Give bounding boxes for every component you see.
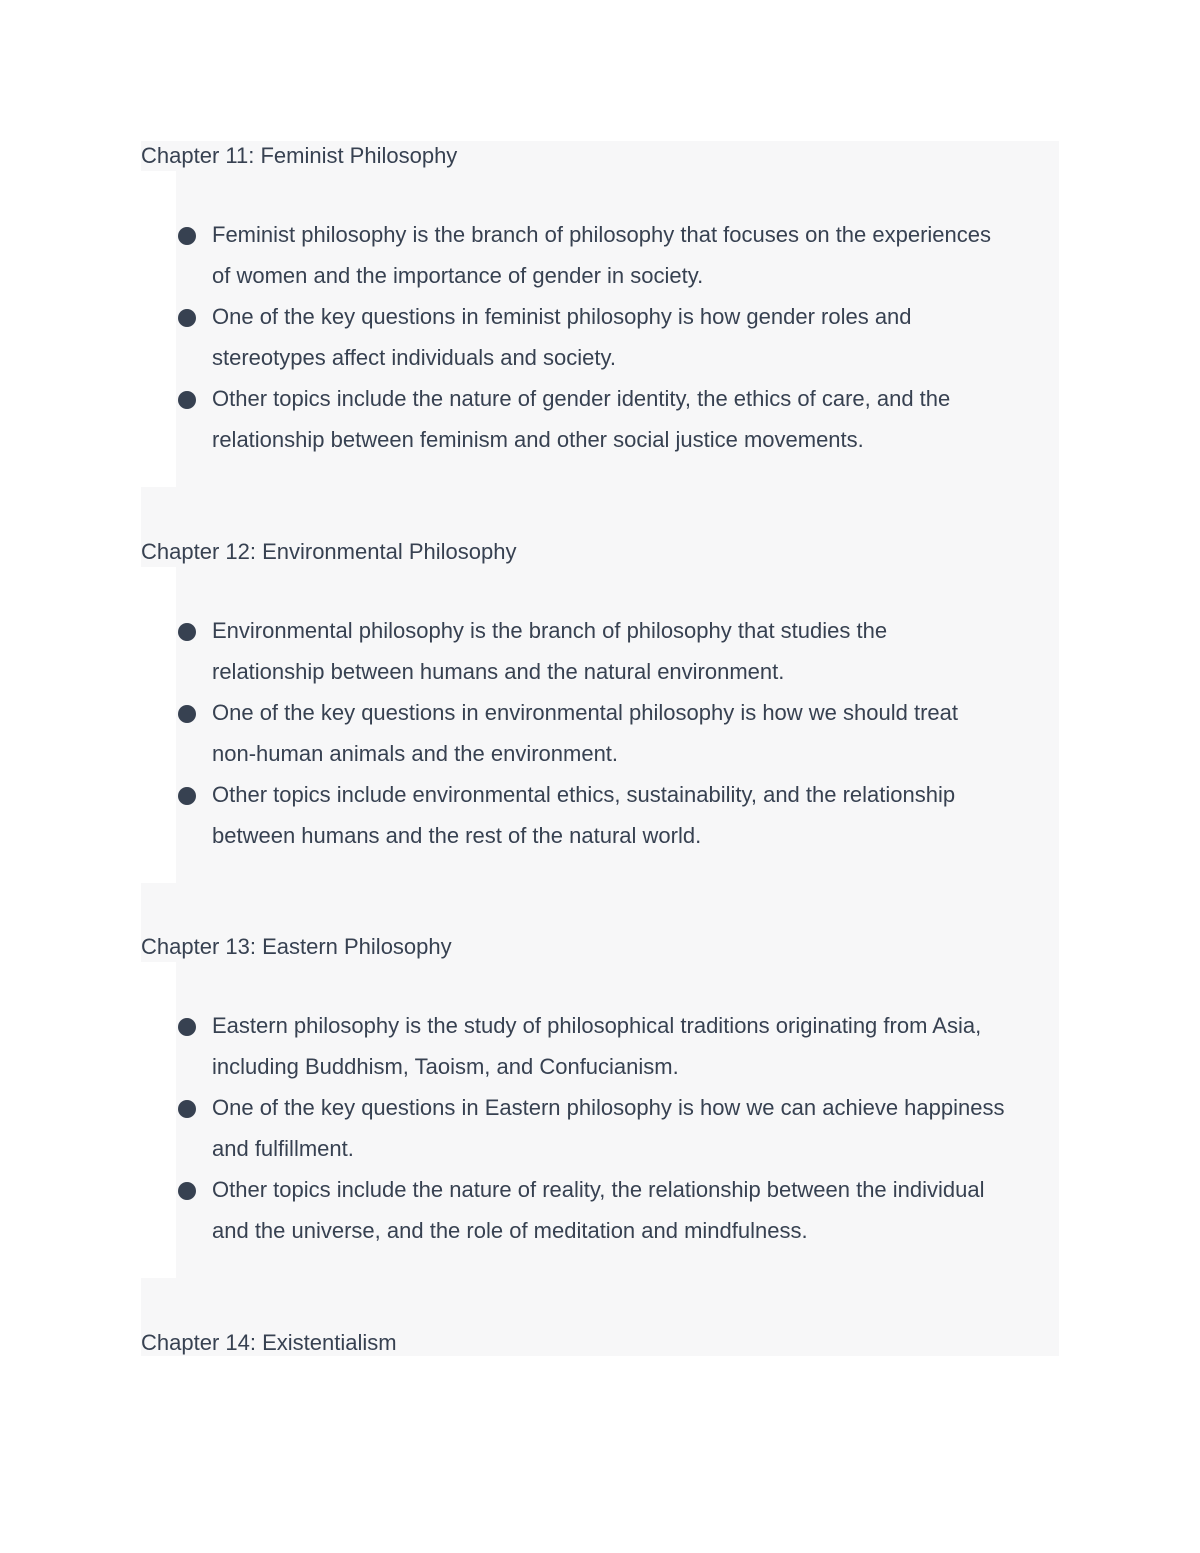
list-item bbox=[141, 293, 1059, 382]
bullet-text-line: One of the key questions in Eastern philosophy is how we can achieve happiness bbox=[212, 1095, 1005, 1120]
bullet-dot-icon bbox=[178, 309, 196, 327]
bullet-text-line: One of the key questions in environmental philosophy is how we should treat bbox=[212, 700, 958, 725]
bullet-text-line: stereotypes affect individuals and society. bbox=[212, 345, 616, 370]
bullet-text-line: relationship between humans and the natural environment. bbox=[212, 659, 785, 684]
list-item bbox=[141, 1166, 1059, 1255]
bullet-list bbox=[141, 211, 1059, 464]
bullet-text-line: Other topics include the nature of gender identity, the ethics of care, and the bbox=[212, 386, 951, 411]
chapter-section bbox=[141, 537, 1059, 860]
list-item bbox=[141, 1084, 1059, 1173]
chapter-heading: Chapter 11: Feminist Philosophy bbox=[141, 143, 458, 168]
bullet-text-line: and the universe, and the role of meditation and mindfulness. bbox=[212, 1218, 808, 1243]
list-item bbox=[141, 607, 1059, 696]
bullet-text-line: non-human animals and the environment. bbox=[212, 741, 619, 766]
bullet-text-line: Feminist philosophy is the branch of philosophy that focuses on the experiences bbox=[212, 222, 992, 247]
chapter-heading: Chapter 14: Existentialism bbox=[141, 1330, 397, 1355]
list-item bbox=[141, 1002, 1059, 1091]
bullet-dot-icon bbox=[178, 1182, 196, 1200]
bullet-text-line: between humans and the rest of the natural world. bbox=[212, 823, 702, 848]
list-item bbox=[141, 375, 1059, 464]
bullet-text-line: Other topics include environmental ethics, sustainability, and the relationship bbox=[212, 782, 956, 807]
bullet-dot-icon bbox=[178, 787, 196, 805]
bullet-text-line: Other topics include the nature of reality, the relationship between the individual bbox=[212, 1177, 985, 1202]
bullet-text-line: and fulfillment. bbox=[212, 1136, 354, 1161]
chapter-section bbox=[141, 1328, 1059, 1358]
bullet-text-line: One of the key questions in feminist philosophy is how gender roles and bbox=[212, 304, 912, 329]
bullet-text-line: Eastern philosophy is the study of philosophical traditions originating from Asia, bbox=[212, 1013, 982, 1038]
list-item bbox=[141, 771, 1059, 860]
list-item bbox=[141, 211, 1059, 300]
bullet-list bbox=[141, 1002, 1059, 1255]
bullet-text-line: of women and the importance of gender in society. bbox=[212, 263, 704, 288]
bullet-text-line: relationship between feminism and other social justice movements. bbox=[212, 427, 864, 452]
bullet-dot-icon bbox=[178, 623, 196, 641]
bullet-text-line: Environmental philosophy is the branch of philosophy that studies the bbox=[212, 618, 888, 643]
chapter-heading: Chapter 12: Environmental Philosophy bbox=[141, 539, 517, 564]
bullet-dot-icon bbox=[178, 227, 196, 245]
chapter-section bbox=[141, 932, 1059, 1255]
bullet-dot-icon bbox=[178, 705, 196, 723]
bullet-list bbox=[141, 607, 1059, 860]
bullet-dot-icon bbox=[178, 391, 196, 409]
bullet-text-line: including Buddhism, Taoism, and Confucianism. bbox=[212, 1054, 679, 1079]
bullet-dot-icon bbox=[178, 1018, 196, 1036]
chapter-section bbox=[141, 141, 1059, 464]
list-item bbox=[141, 689, 1059, 778]
bullet-dot-icon bbox=[178, 1100, 196, 1118]
chapter-heading: Chapter 13: Eastern Philosophy bbox=[141, 934, 452, 959]
